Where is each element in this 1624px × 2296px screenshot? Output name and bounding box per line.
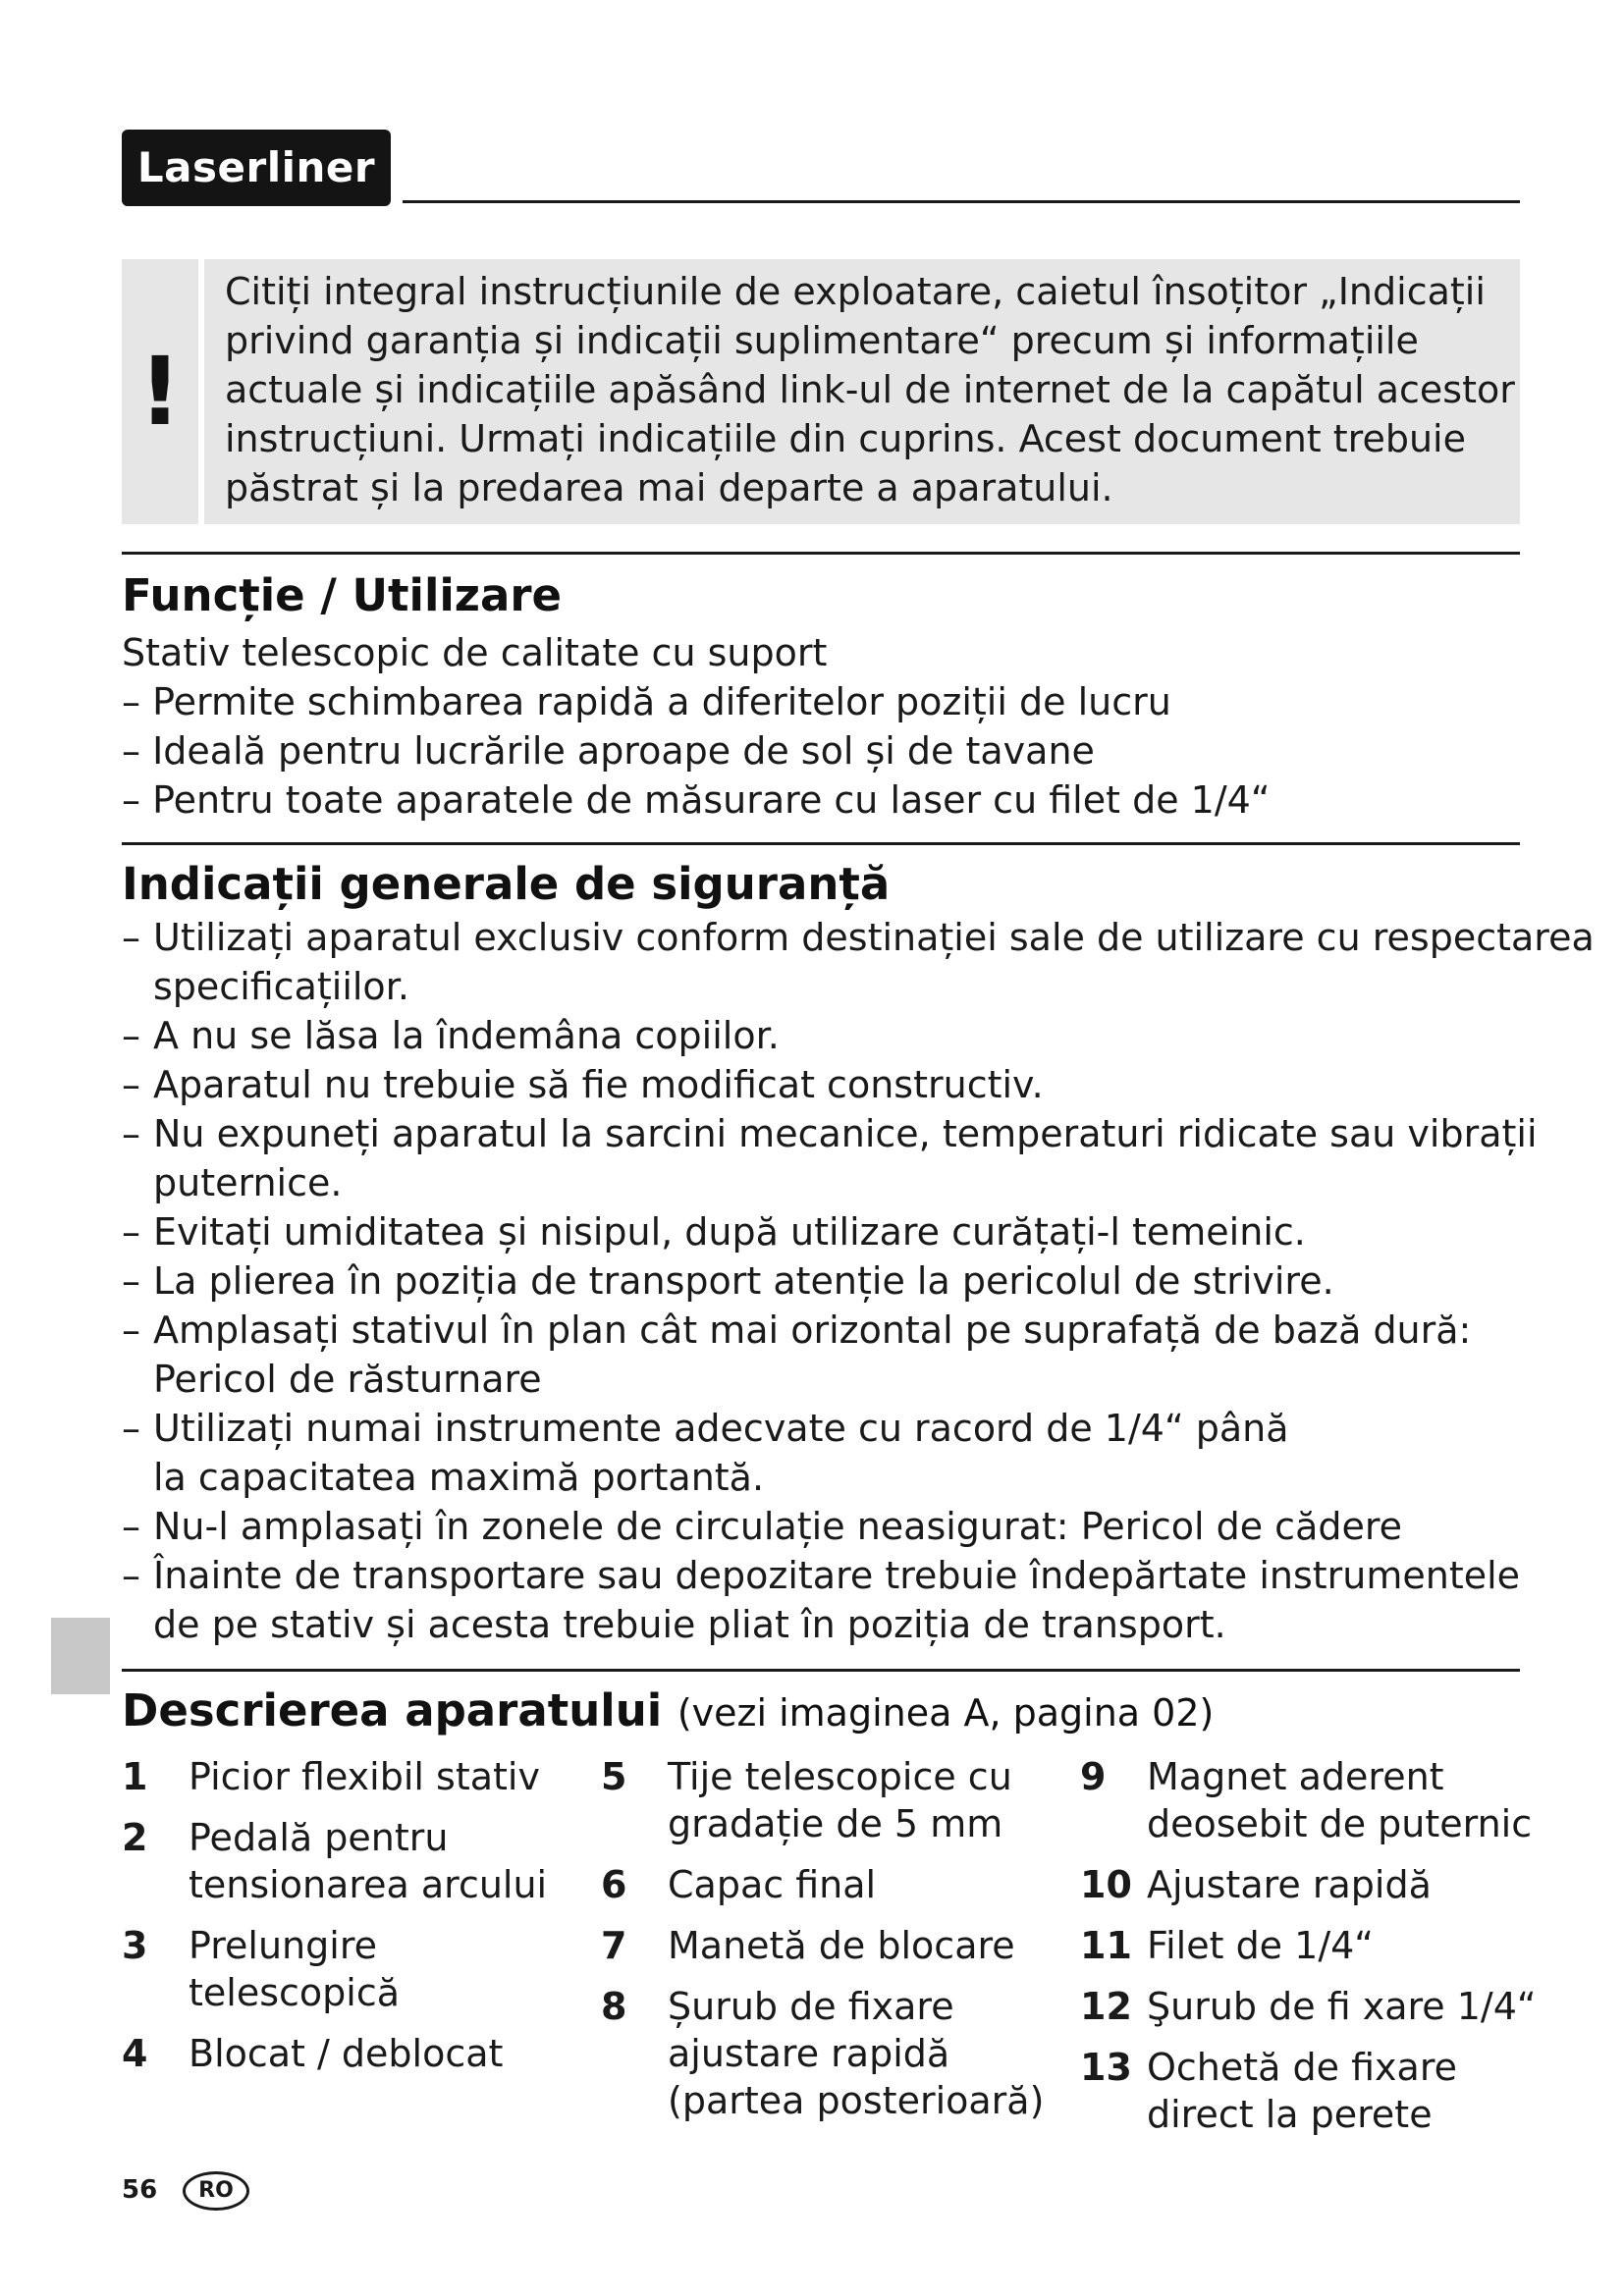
safety-item-line: Nu expuneți aparatul la sarcini mecanice, temperaturi ridicate sau vibrații — [153, 1112, 1538, 1155]
brand-logo: Laserliner — [122, 130, 391, 206]
dash-bullet: – — [122, 1112, 140, 1155]
safety-item-line: specificațiilor. — [153, 965, 409, 1008]
description-item — [1080, 1861, 1522, 1908]
description-heading — [122, 1684, 1214, 1736]
item-label-line: Magnet aderent — [1147, 1755, 1444, 1798]
notice-line: păstrat și la predarea mai departe a aparatului. — [225, 466, 1113, 509]
description-item — [1080, 1922, 1522, 1969]
item-number: 1 — [122, 1755, 148, 1798]
description-column-2 — [601, 1753, 1072, 2138]
item-label-line: ajustare rapidă — [668, 2032, 950, 2075]
description-item — [122, 2030, 593, 2077]
item-label-line: (partea posterioară) — [668, 2079, 1045, 2122]
item-number: 7 — [601, 1924, 627, 1967]
safety-item-line: la capacitatea maximă portantă. — [153, 1456, 765, 1499]
item-number: 10 — [1080, 1863, 1132, 1906]
item-label-line: Prelungire — [189, 1924, 377, 1967]
item-number: 12 — [1080, 1985, 1132, 2028]
safety-item-line: Evitați umiditatea și nisipul, după utilizare curățați-l temeinic. — [153, 1210, 1306, 1254]
header-rule — [403, 200, 1520, 203]
item-number: 9 — [1080, 1755, 1107, 1798]
description-item — [601, 1861, 1072, 1908]
description-column-1 — [122, 1753, 593, 2091]
description-item — [1080, 1753, 1533, 1847]
safety-heading: Indicații generale de siguranță — [122, 858, 891, 910]
item-label-line: gradație de 5 mm — [668, 1802, 1003, 1845]
item-number: 13 — [1080, 2046, 1132, 2089]
function-line: – Permite schimbarea rapidă a diferitelor poziții de lucru — [122, 680, 1171, 723]
description-subtitle: (vezi imaginea A, pagina 02) — [677, 1691, 1215, 1735]
item-label-line: tensionarea arcului — [189, 1863, 548, 1906]
safety-item — [122, 1207, 1526, 1256]
notice-line: instrucțiuni. Urmați indicațiile din cuprins. Acest document trebuie — [225, 417, 1466, 460]
description-item — [122, 1753, 593, 1800]
function-line: Stativ telescopic de calitate cu suport — [122, 631, 828, 674]
item-label-line: deosebit de puternic — [1147, 1802, 1533, 1845]
safety-item — [122, 1306, 1526, 1404]
dash-bullet: – — [122, 1308, 140, 1352]
item-label-line: Filet de 1/4“ — [1147, 1924, 1374, 1967]
notice-text — [225, 267, 1515, 512]
safety-item-line: Pericol de răsturnare — [153, 1358, 542, 1401]
safety-item — [122, 1551, 1526, 1649]
safety-list — [122, 913, 1595, 1649]
description-item — [601, 1922, 1072, 1969]
safety-item-line: Utilizați numai instrumente adecvate cu racord de 1/4“ până — [153, 1407, 1289, 1450]
item-number: 6 — [601, 1863, 627, 1906]
safety-item-line: La plierea în poziția de transport atenție la pericolul de strivire. — [153, 1259, 1334, 1303]
dash-bullet: – — [122, 916, 140, 959]
safety-item-line: Nu-l amplasați în zonele de circulație neasigurat: Pericol de cădere — [153, 1505, 1403, 1548]
dash-bullet: – — [122, 1554, 140, 1597]
dash-bullet: – — [122, 1407, 140, 1450]
section-rule — [122, 842, 1520, 845]
safety-item-line: Aparatul nu trebuie să fie modificat constructiv. — [153, 1063, 1044, 1106]
safety-item-line: Utilizați aparatul exclusiv conform destinației sale de utilizare cu respectarea — [153, 916, 1595, 959]
item-label-line: Pedală pentru — [189, 1816, 449, 1859]
side-tab — [51, 1618, 110, 1694]
item-label-line: telescopică — [189, 1971, 401, 2014]
description-item — [601, 1753, 1072, 1847]
safety-item-line: Amplasați stativul în plan cât mai orizontal pe suprafață de bază dură: — [153, 1308, 1472, 1352]
dash-bullet: – — [122, 1210, 140, 1254]
item-label-line: Şurub de fi xare 1/4“ — [1147, 1985, 1537, 2028]
safety-item — [122, 1109, 1538, 1207]
description-item — [122, 1814, 593, 1908]
dash-bullet: – — [122, 1063, 140, 1106]
item-number: 3 — [122, 1924, 148, 1967]
notice-line: Citiți integral instrucțiunile de exploatare, caietul însoțitor „Indicații — [225, 270, 1486, 313]
function-heading: Funcție / Utilizare — [122, 569, 563, 621]
dash-bullet: – — [122, 1259, 140, 1303]
item-label-line: Manetă de blocare — [668, 1924, 1015, 1967]
notice-line: actuale și indicațiile apăsând link-ul de internet de la capătul acestor — [225, 368, 1515, 411]
description-item — [122, 1922, 593, 2016]
language-badge: RO — [183, 2171, 249, 2211]
description-item — [1080, 2044, 1522, 2138]
description-title: Descrierea aparatului — [122, 1684, 663, 1736]
item-number: 2 — [122, 1816, 148, 1859]
section-rule — [122, 552, 1520, 555]
safety-item — [122, 1060, 1526, 1109]
item-label-line: Tije telescopice cu — [668, 1755, 1012, 1798]
item-label-line: direct la perete — [1147, 2093, 1433, 2136]
safety-item — [122, 1502, 1526, 1551]
safety-item-line: de pe stativ și acesta trebuie pliat în poziția de transport. — [153, 1603, 1226, 1646]
description-item — [1080, 1983, 1537, 2030]
item-number: 4 — [122, 2032, 148, 2075]
function-body — [122, 628, 1526, 825]
notice-box — [122, 259, 1520, 524]
item-label-line: Blocat / deblocat — [189, 2032, 504, 2075]
item-label-line: Ajustare rapidă — [1147, 1863, 1432, 1906]
safety-item — [122, 913, 1595, 1011]
safety-item — [122, 1256, 1526, 1306]
item-label-line: Capac final — [668, 1863, 877, 1906]
dash-bullet: – — [122, 1505, 140, 1548]
item-number: 11 — [1080, 1924, 1132, 1967]
safety-item — [122, 1404, 1526, 1502]
item-number: 5 — [601, 1755, 627, 1798]
item-label-line: Picior flexibil stativ — [189, 1755, 540, 1798]
dash-bullet: – — [122, 1014, 140, 1057]
function-line: – Ideală pentru lucrările aproape de sol și de tavane — [122, 729, 1095, 773]
item-label-line: Șurub de fixare — [668, 1985, 954, 2028]
page-number: 56 — [122, 2175, 158, 2205]
notice-line: privind garanția și indicații suplimentare“ precum și informațiile — [225, 319, 1419, 362]
safety-item-line: A nu se lăsa la îndemâna copiilor. — [153, 1014, 780, 1057]
section-rule — [122, 1669, 1520, 1672]
exclamation-icon: ! — [138, 337, 182, 447]
description-column-3 — [1080, 1753, 1537, 2152]
description-item — [601, 1983, 1072, 2124]
safety-item — [122, 1011, 1526, 1060]
function-line: – Pentru toate aparatele de măsurare cu laser cu filet de 1/4“ — [122, 778, 1271, 822]
safety-item-line: Înainte de transportare sau depozitare trebuie îndepărtate instrumentele — [153, 1554, 1521, 1597]
safety-item-line: puternice. — [153, 1161, 343, 1204]
item-number: 8 — [601, 1985, 627, 2028]
item-label-line: Ochetă de fixare — [1147, 2046, 1457, 2089]
